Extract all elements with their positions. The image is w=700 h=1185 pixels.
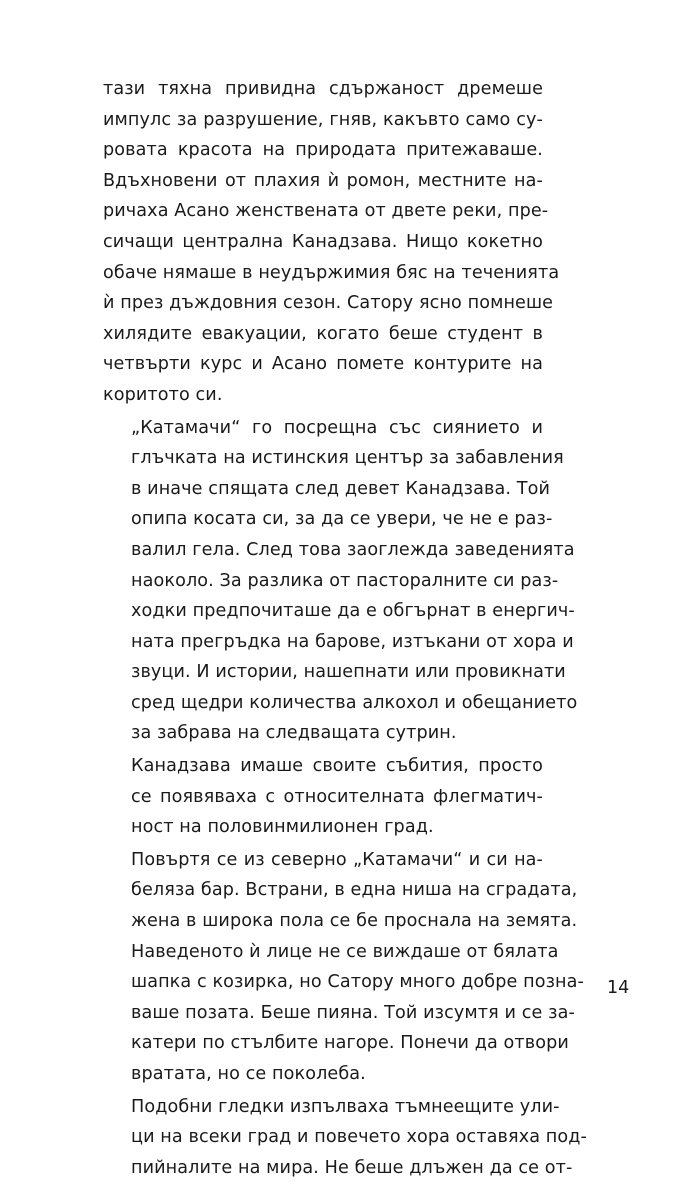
text-line: вратата, но се поколеба. [131, 1064, 366, 1084]
text-line: жена в широка пола се бе проснала на земята. [131, 911, 578, 932]
text-line: ната прегръдка на барове, изтъкани от хора и [131, 631, 574, 652]
text-line: Вдъхновени от плахия ѝ ромон, местните на- [103, 170, 543, 191]
text-line: Подобни гледки изпълваха тъмнеещите ули- [131, 1096, 560, 1117]
text-line: Повъртя се из северно „Катамачи“ и си на- [131, 849, 543, 870]
text-line: в иначе спящата след девет Канадзава. Той [131, 478, 550, 499]
paragraph-2 [103, 413, 578, 750]
text-line: ходки предпочиташе да е обгърнат в енергич- [131, 601, 575, 622]
text-line: беляза бар. Встрани, в една ниша на сградата, [131, 880, 578, 901]
text-line: ровата красота на природата притежаваше. [103, 140, 543, 161]
page-body [103, 74, 587, 1185]
text-line: пийналите на мира. Не беше длъжен да се от- [131, 1157, 573, 1178]
text-line: катери по стълбите нагоре. Понечи да отвори [131, 1033, 569, 1054]
text-line: сичащи централна Канадзава. Нищо кокетно [103, 231, 543, 252]
text-line: „Катамачи“ го посрещна със сиянието и [131, 417, 543, 438]
paragraph-4 [103, 845, 584, 1090]
text-line: Канадзава имаше своите събития, просто [131, 756, 543, 777]
page-number: 14 [607, 978, 630, 998]
text-line: валил гела. След това заоглежда заведенията [131, 539, 575, 560]
text-line: четвърти курс и Асано помете контурите на [103, 354, 543, 375]
text-line: импулс за разрушение, гняв, какъвто само су- [103, 109, 543, 130]
text-line: звуци. И истории, нашепнати или провикнати [131, 662, 566, 683]
text-line: коритото си. [103, 384, 223, 405]
text-line: опипа косата си, за да се увери, че не е раз- [131, 509, 553, 530]
paragraph-5 [103, 1092, 587, 1184]
text-line: Наведеното ѝ лице не се виждаше от бялата [131, 941, 559, 962]
text-line: тази тяхна привидна сдържаност дремеше [103, 79, 543, 99]
text-line: ци на всеки град и повечето хора оставяха под- [131, 1127, 587, 1148]
paragraph-3 [103, 751, 543, 843]
text-line: сред щедри количества алкохол и обещанието [131, 692, 578, 713]
text-line: ваше позата. Беше пияна. Той изсумтя и се за- [131, 1002, 575, 1023]
text-line: се появяваха с относителната флегматич- [131, 786, 543, 807]
text-line: шапка с козирка, но Сатору много добре позна- [131, 972, 584, 993]
text-line: ричаха Асано женствената от двете реки, пре- [103, 201, 549, 222]
text-line: за забрава на следващата сутрин. [131, 723, 457, 744]
text-line: обаче нямаше в неудържимия бяс на теченията [103, 262, 560, 283]
text-line: ност на половинмилионен град. [131, 817, 434, 838]
text-line: ѝ през дъждовния сезон. Сатору ясно помнеше [103, 293, 554, 314]
paragraph-1 [103, 74, 560, 411]
text-line: наоколо. За разлика от пасторалните си раз- [131, 570, 559, 591]
text-line: хилядите евакуации, когато беше студент в [103, 323, 543, 344]
text-line: глъчката на истинския център за забавления [131, 448, 564, 469]
